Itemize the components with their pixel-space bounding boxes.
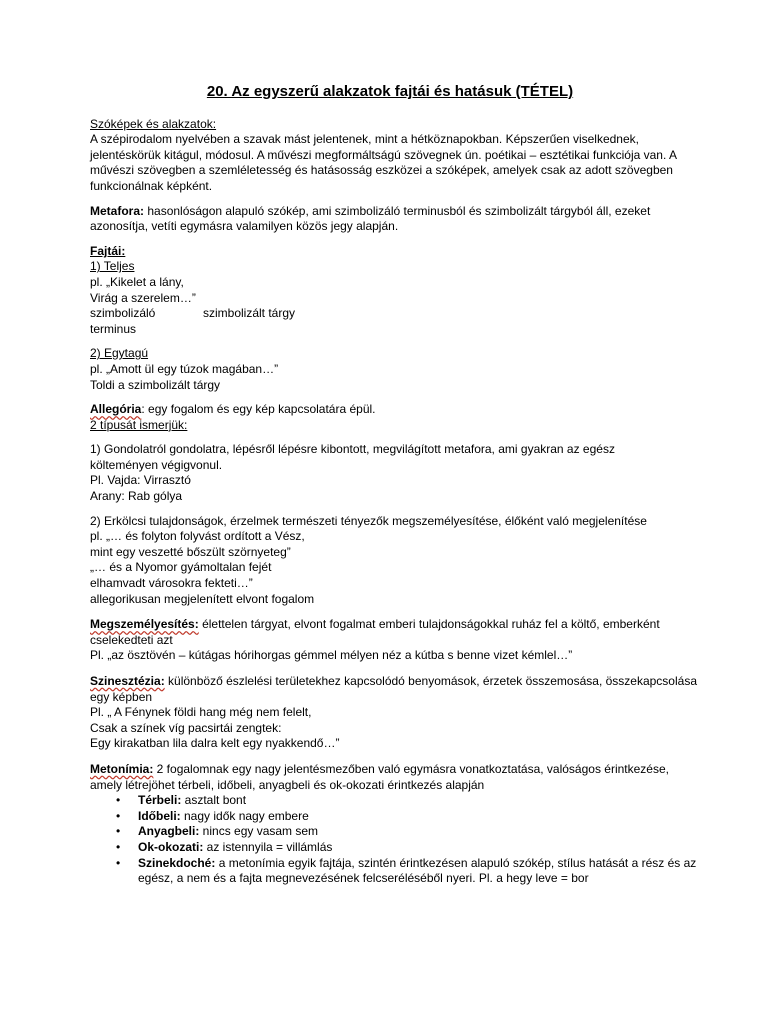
fajtai-section (90, 244, 690, 393)
metafora-section (90, 204, 690, 235)
allegoria-p1-line: Pl. Vajda: Virrasztó (90, 473, 191, 488)
allegoria-p1-line: költeményen végigvonul. (90, 457, 223, 472)
allegoria-p2-line: elhamvadt városokra fekteti…” (90, 576, 253, 591)
szinesztezia-example: Egy kirakatban lila dalra kelt egy nyakkendő…” (90, 736, 340, 751)
megszemelyesites-example: Pl. „az ösztövén – kútágas hórihorgas gémmel mélyen néz a kútba s benne vizet kémlel…” (90, 648, 573, 663)
intro-heading: Szóképek és alakzatok: (90, 116, 217, 131)
list-item (90, 824, 690, 840)
intro-line: A szépirodalom nyelvében a szavak mást jelentenek, mint a hétköznapokban. Képszerűen viselkednek, (90, 132, 639, 147)
intro-line: jelentéskörük kitágul, módosul. A művészi megformáltságú szövegnek ún. poétikai – esztétikai funkciója van. A (90, 147, 677, 162)
fajtai-teljes: 1) Teljes (90, 259, 135, 274)
allegoria-p2-line: „… és a Nyomor gyámoltalan fejét (90, 560, 272, 575)
allegoria-section (90, 402, 690, 607)
list-item-continuation: egész, a nem és a fajta megnevezésének felcseréléséből nyeri. Pl. a hegy leve = bor (138, 871, 589, 886)
allegoria-text: : egy fogalom és egy kép kapcsolatára épül. (141, 402, 376, 417)
megszemelyesites-text: cselekedteti azt (90, 632, 173, 647)
metafora-term: Metafora: (90, 203, 145, 218)
fajtai-heading: Fajtái: (90, 243, 126, 258)
szimbolizalo-label: szimbolizáló (90, 306, 156, 321)
list-item-label: Anyagbeli: (138, 824, 200, 839)
fajtai-egytagu: 2) Egytagú (90, 346, 149, 361)
example-line: pl. „Amott ül egy túzok magában…” (90, 361, 279, 376)
metonimia-text: 2 fogalomnak egy nagy jelentésmezőben való egymásra vonatkoztatása, valóságos érintkezése, (153, 761, 669, 776)
list-item-label: Térbeli: (138, 793, 182, 808)
bullet-icon: • (116, 793, 121, 808)
list-item-label: Időbeli: (138, 808, 181, 823)
szinesztezia-section (90, 674, 697, 752)
bullet-icon: • (116, 824, 121, 839)
list-item-text: az istennyila = villámlás (203, 839, 333, 854)
allegoria-p1-line: 1) Gondolatról gondolatra, lépésről lépésre kibontott, megvilágított metafora, ami gyakran az egész (90, 442, 615, 457)
metonimia-term: Metonímia: (90, 761, 154, 776)
szimbolizalt-label: szimbolizált tárgy (203, 306, 296, 321)
allegoria-term: Allegória (90, 402, 142, 417)
list-item (90, 809, 690, 825)
intro-section (90, 117, 690, 195)
metafora-text: azonosítja, vetíti egymásra valamilyen közös jegy alapján. (90, 219, 399, 234)
metonimia-section (90, 761, 697, 887)
list-item (90, 793, 690, 809)
allegoria-p1-line: Arany: Rab gólya (90, 489, 183, 504)
page-title: 20. Az egyszerű alakzatok fajtái és hatásuk (TÉTEL) (206, 83, 574, 100)
allegoria-p2-line: pl. „… és folyton folyvást ordított a Vész, (90, 529, 305, 544)
list-item (90, 855, 697, 872)
metonimia-text: amely létrejöhet térbeli, időbeli, anyagbeli és ok-okozati érintkezés alapján (90, 777, 485, 792)
szinesztezia-example: Pl. „ A Fénynek földi hang még nem felelt, (90, 705, 312, 720)
terminus-label: terminus (90, 321, 137, 336)
example-line: Virág a szerelem…” (90, 290, 196, 305)
example-line: pl. „Kikelet a lány, (90, 274, 184, 289)
bullet-icon: • (116, 855, 121, 870)
allegoria-p2-line: 2) Erkölcsi tulajdonságok, érzelmek természeti tényezők megszemélyesítése, élőként való megjelenítése (90, 513, 647, 528)
list-item-text: nagy idők nagy embere (180, 808, 309, 823)
intro-line: művészi szövegben a szemléletesség és hatásosság eszközei a szóképek, amelyek csak az adott szövegben (90, 163, 673, 178)
list-item-text: nincs egy vasam sem (199, 824, 319, 839)
list-item-label: Ok-okozati: (138, 839, 204, 854)
bullet-icon: • (116, 808, 121, 823)
szinesztezia-text: egy képben (90, 689, 153, 704)
bullet-icon: • (116, 839, 121, 854)
example-line: Toldi a szimbolizált tárgy (90, 377, 221, 392)
szinesztezia-example: Csak a színek víg pacsirtái zengtek: (90, 720, 282, 735)
document-page (90, 83, 697, 887)
list-item-text: a metonímia egyik fajtája, szintén érintkezésen alapuló szókép, stílus hatását a rész és az (215, 855, 697, 870)
list-item-text: asztalt bont (181, 793, 247, 808)
megszemelyesites-text: élettelen tárgyat, elvont fogalmat emberi tulajdonságokkal ruház fel a költő, emberként (198, 617, 660, 632)
allegoria-sub: 2 típusát ismerjük: (90, 417, 188, 432)
list-item-label: Szinekdoché: (138, 855, 216, 870)
megszemelyesites-section (90, 617, 690, 664)
metafora-text: hasonlóságon alapuló szókép, ami szimbolizáló terminusból és szimbolizált tárgyból áll, ezeket (144, 203, 651, 218)
megszemelyesites-term: Megszemélyesítés: (90, 617, 199, 632)
allegoria-p2-line: allegorikusan megjelenített elvont fogalom (90, 591, 315, 606)
szinesztezia-term: Szinesztézia: (90, 674, 165, 688)
allegoria-p2-line: mint egy veszetté bőszült szörnyeteg” (90, 544, 291, 559)
szinesztezia-text: különböző észlelési területekhez kapcsolódó benyomások, érzetek összemosása, összekapcsolása (164, 674, 697, 688)
intro-line: funkcionálnak képként. (90, 178, 213, 193)
list-item (90, 840, 690, 856)
